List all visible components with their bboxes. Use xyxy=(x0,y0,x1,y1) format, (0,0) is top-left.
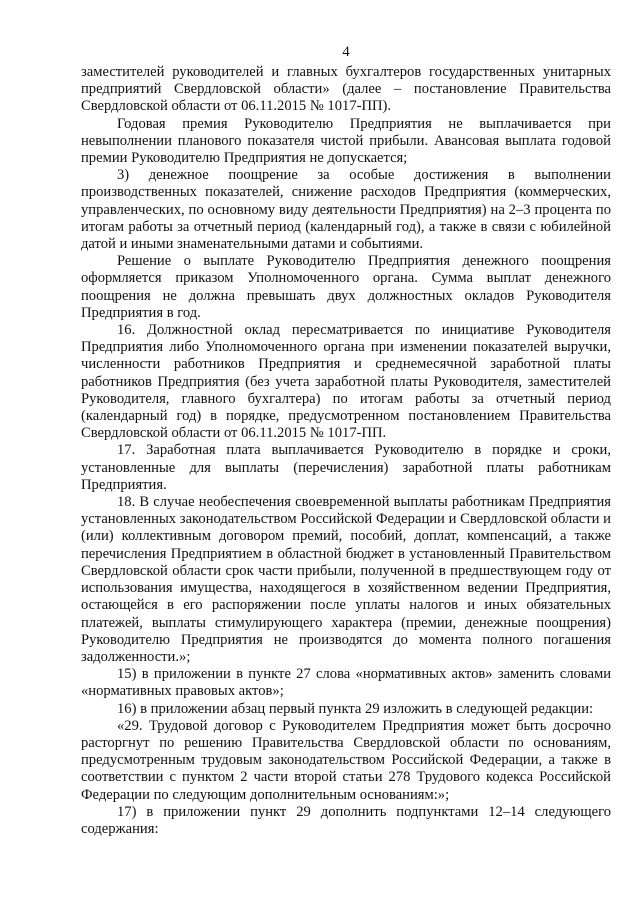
paragraph: 17. Заработная плата выплачивается Руководителю в порядке и сроки, установленные для выплаты (перечисления) заработной платы работникам Предприятия. xyxy=(81,442,611,493)
paragraph: 17) в приложении пункт 29 дополнить подпунктами 12–14 следующего содержания: xyxy=(81,803,611,837)
paragraph: Решение о выплате Руководителю Предприятия денежного поощрения оформляется приказом Уполномоченного органа. Сумма выплат денежного поощрения не должна превышать двух должностных окладов Руководителя Предприятия в год. xyxy=(81,253,611,321)
paragraph: 15) в приложении в пункте 27 слова «нормативных актов» заменить словами «нормативных правовых актов»; xyxy=(81,666,611,700)
paragraph: Годовая премия Руководителю Предприятия не выплачивается при невыполнении планового показателя чистой прибыли. Авансовая выплата годовой премии Руководителю Предприятия не допускается; xyxy=(81,115,611,167)
paragraph: 16) в приложении абзац первый пункта 29 изложить в следующей редакции: xyxy=(117,700,594,717)
page-number: 4 xyxy=(342,44,350,60)
paragraph: 3) денежное поощрение за особые достижения в выполнении производственных показателей, снижение расходов Предприятия (коммерческих, управленческих, по основному виду деятельности Предприятия) на 2–3 процента по итогам работы за отчетный период (календарный год), а также в связи с юбилейной датой и иными знаменательными датами и событиями. xyxy=(81,167,611,253)
paragraph: 16. Должностной оклад пересматривается по инициативе Руководителя Предприятия либо Уполномоченного органа при изменении показателей выручки, численности работников Предприятия и среднемесячной заработной платы работников Предприятия (без учета заработной платы Руководителя, заместителей Руководителя, главного бухгалтера) по итогам работы за отчетный период (календарный год) в порядке, предусмотренном постановлением Правительства Свердловской области от 06.11.2015 № 1017-ПП. xyxy=(81,322,611,442)
paragraph: 18. В случае необеспечения своевременной выплаты работникам Предприятия установленных законодательством Российской Федерации и Свердловской области и (или) коллективным договором премий, пособий, доплат, компенсаций, а также перечисления Предприятием в областной бюджет в установленный Правительством Свердловской области срок части прибыли, полученной в предшествующем году от использования имущества, находящегося в хозяйственном ведении Предприятия, остающейся в его распоряжении после уплаты налогов и иных обязательных платежей, выплаты стимулирующего характера (премии, денежные поощрения) Руководителю Предприятия не производятся до момента полного погашения задолженности.»; xyxy=(81,494,611,665)
paragraph: «29. Трудовой договор с Руководителем Предприятия может быть досрочно расторгнут по решению Правительства Свердловской области по основаниям, предусмотренным трудовым законодательством Российской Федерации, а также в соответствии с пунктом 2 части второй статьи 278 Трудового кодекса Российской Федерации по следующим дополнительным основаниям:»; xyxy=(81,717,611,803)
paragraph: заместителей руководителей и главных бухгалтеров государственных унитарных предприятий Свердловской области» (далее – постановление Правительства Свердловской области от 06.11.2015 № 1017-ПП). xyxy=(81,64,611,115)
document-body xyxy=(81,64,611,838)
